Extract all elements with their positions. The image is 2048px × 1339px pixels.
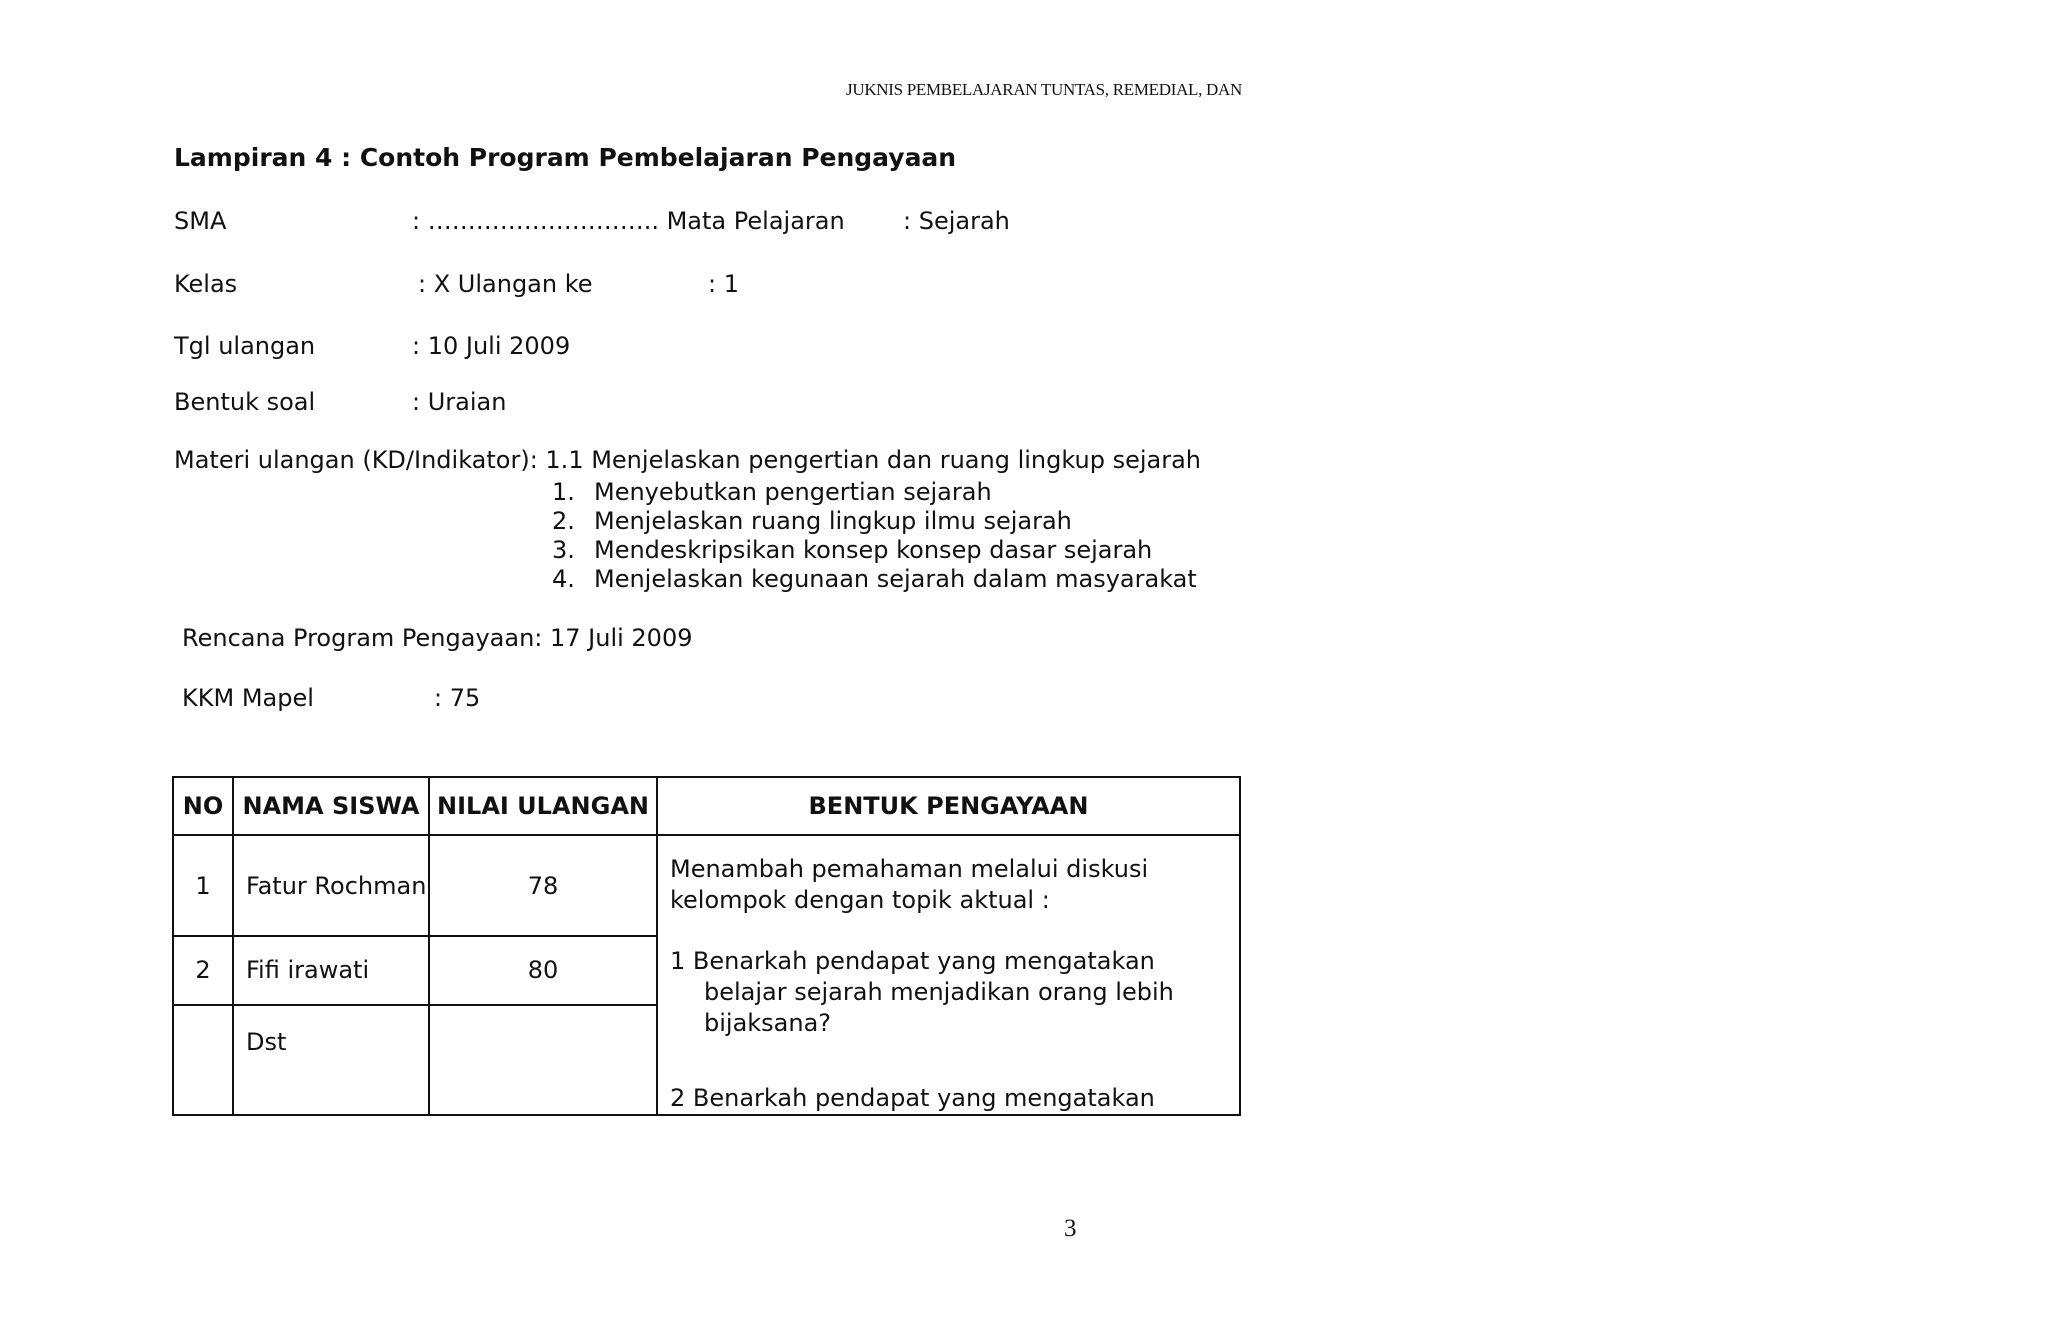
bentuk-question-1: 1 Benarkah pendapat yang mengatakan belajar sejarah menjadikan orang lebih bijaksana? <box>670 947 1174 1037</box>
tgl-label: Tgl ulangan <box>174 332 316 360</box>
kkm-value: : 75 <box>434 684 481 712</box>
page-number: 3 <box>1064 1215 1077 1242</box>
rencana-program: Rencana Program Pengayaan: 17 Juli 2009 <box>182 624 693 652</box>
cell-nama: Dst <box>233 1005 429 1115</box>
kelas-label: Kelas <box>174 270 238 298</box>
bentuk-intro: Menambah pemahaman melalui diskusi kelompok dengan topik aktual : <box>670 855 1149 914</box>
bentuk-soal-label: Bentuk soal <box>174 388 316 416</box>
cell-nilai <box>429 1005 657 1115</box>
header-nama: NAMA SISWA <box>233 777 429 835</box>
pengayaan-table <box>172 776 1241 1116</box>
ulangan-value: : 1 <box>708 270 739 298</box>
bentuk-question-2: 2 Benarkah pendapat yang mengatakan <box>670 1084 1155 1112</box>
tgl-value: : 10 Juli 2009 <box>412 332 571 360</box>
sma-label: SMA <box>174 207 227 235</box>
list-item: 3. Mendeskripsikan konsep konsep dasar sejarah <box>552 536 1153 564</box>
table-row <box>173 835 1240 936</box>
kkm-label: KKM Mapel <box>182 684 314 712</box>
bentuk-soal-value: : Uraian <box>412 388 507 416</box>
cell-nama: Fatur Rochman <box>233 835 429 936</box>
mapel-value: : Sejarah <box>903 207 1010 235</box>
cell-no: 1 <box>173 835 233 936</box>
cell-nilai: 80 <box>429 936 657 1004</box>
list-item: 2. Menjelaskan ruang lingkup ilmu sejarah <box>552 507 1072 535</box>
indicator-list <box>552 478 1197 594</box>
cell-no: 2 <box>173 936 233 1004</box>
sma-value: : ……………………….. Mata Pelajaran <box>412 207 845 235</box>
cell-nama: Fifi irawati <box>233 936 429 1004</box>
list-item: 4. Menjelaskan kegunaan sejarah dalam masyarakat <box>552 565 1197 593</box>
running-header: JUKNIS PEMBELAJARAN TUNTAS, REMEDIAL, DAN <box>846 80 1242 99</box>
list-item: 1. Menyebutkan pengertian sejarah <box>552 478 992 506</box>
kelas-value: : X Ulangan ke <box>418 270 593 298</box>
header-no: NO <box>173 777 233 835</box>
header-bentuk: BENTUK PENGAYAAN <box>657 777 1240 835</box>
materi-ulangan: Materi ulangan (KD/Indikator): 1.1 Menjelaskan pengertian dan ruang lingkup sejarah <box>174 446 1202 474</box>
cell-nilai: 78 <box>429 835 657 936</box>
header-nilai: NILAI ULANGAN <box>429 777 657 835</box>
table-header-row <box>173 777 1240 835</box>
cell-no <box>173 1005 233 1115</box>
page-title: Lampiran 4 : Contoh Program Pembelajaran Pengayaan <box>174 143 957 172</box>
cell-bentuk-pengayaan <box>657 835 1240 1115</box>
